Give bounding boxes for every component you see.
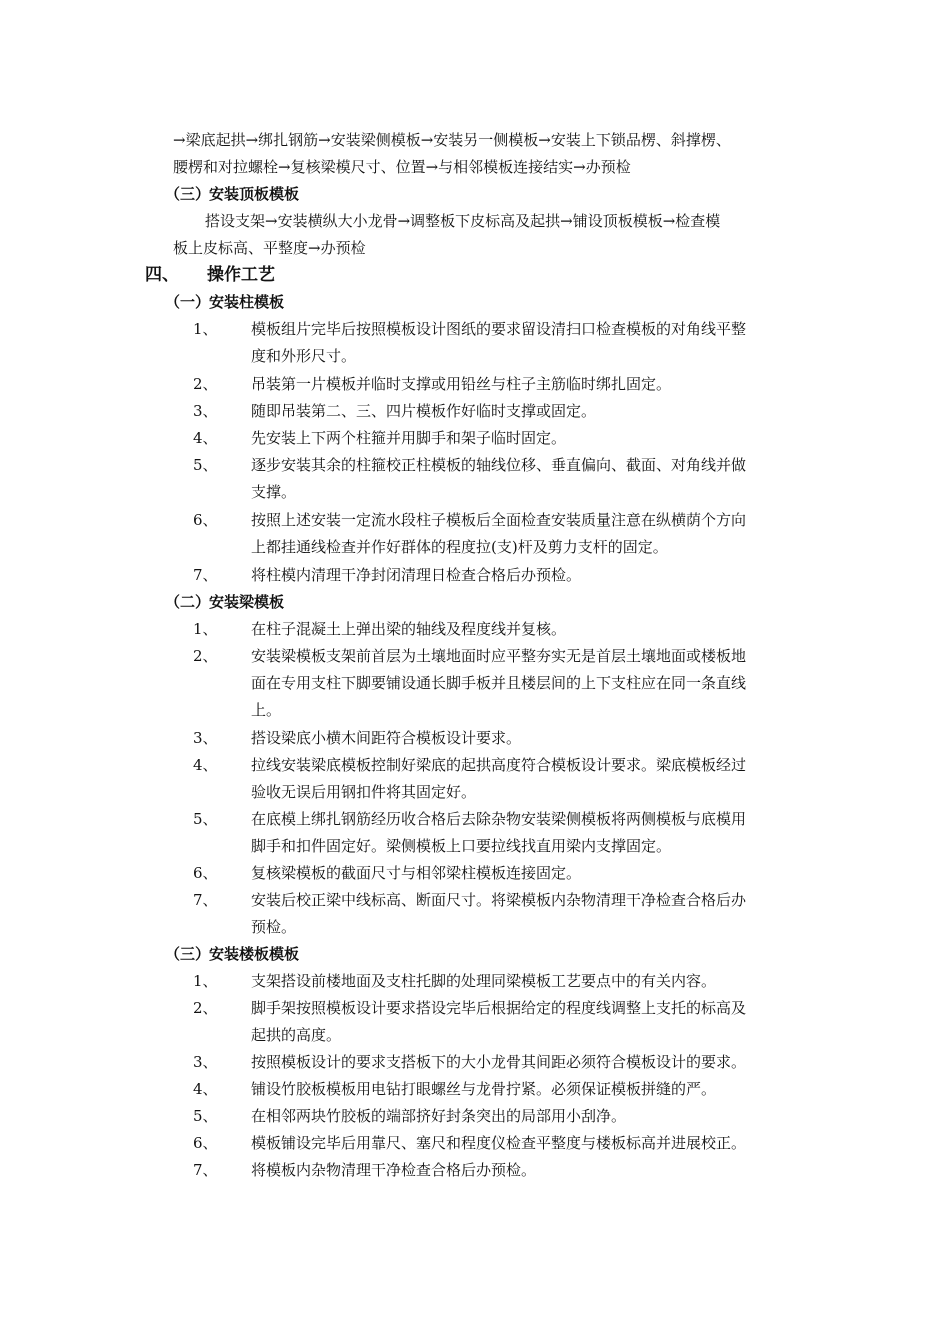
item-text: 在底模上绑扎钢筋经历收合格后去除杂物安装梁侧模板将两侧模板与底模用 <box>251 810 747 828</box>
item-text: 拉线安装梁底模板控制好梁底的起拱高度符合模板设计要求。梁底模板经过 <box>251 756 747 774</box>
item-number: 1、 <box>193 620 218 638</box>
item-text: 模板铺设完毕后用靠尺、塞尺和程度仪检查平整度与楼板标高并进展校正。 <box>251 1134 747 1152</box>
section-title: 安装顶板模板 <box>209 185 300 203</box>
item-number: 2、 <box>193 999 218 1017</box>
item-text: 将柱模内清理干净封闭清理日检查合格后办预检。 <box>251 566 582 584</box>
item-text: 安装后校正梁中线标高、断面尺寸。将梁模板内杂物清理干净检查合格后办 <box>251 891 747 909</box>
item-text-cont: 度和外形尺寸。 <box>251 347 357 365</box>
item-number: 7、 <box>193 566 218 584</box>
item-text-cont: 上。 <box>251 701 282 719</box>
subsection-title: 安装楼板模板 <box>209 945 300 963</box>
item-text: 模板组片完毕后按照模板设计图纸的要求留设清扫口检查模板的对角线平整 <box>251 320 747 338</box>
paragraph-line-2: 板上皮标高、平整度→办预检 <box>173 239 366 257</box>
subsection-number: （一） <box>165 293 211 311</box>
item-text-cont: 面在专用支柱下脚要铺设通长脚手板并且楼层间的上下支柱应在同一条直线 <box>251 674 747 692</box>
item-text: 逐步安装其余的柱箍校正柱模板的轴线位移、垂直偏向、截面、对角线并做 <box>251 456 747 474</box>
item-number: 2、 <box>193 375 218 393</box>
item-text: 安装梁模板支架前首层为土壤地面时应平整夯实无是首层土壤地面或楼板地 <box>251 647 747 665</box>
item-number: 3、 <box>193 402 218 420</box>
item-text: 按照模板设计的要求支搭板下的大小龙骨其间距必须符合模板设计的要求。 <box>251 1053 747 1071</box>
item-text: 搭设梁底小横木间距符合模板设计要求。 <box>251 729 522 747</box>
item-number: 5、 <box>193 1107 218 1125</box>
item-number: 1、 <box>193 972 218 990</box>
item-text-cont: 支撑。 <box>251 483 297 501</box>
item-text: 脚手架按照模板设计要求搭设完毕后根据给定的程度线调整上支托的标高及 <box>251 999 747 1017</box>
section-heading-install-ceiling-formwork <box>165 185 299 203</box>
intro-line-2: 腰楞和对拉螺栓→复核梁模尺寸、位置→与相邻模板连接结实→办预检 <box>173 158 631 176</box>
subsection-title: 安装柱模板 <box>209 293 285 311</box>
item-text: 铺设竹胶板模板用电钻打眼螺丝与龙骨拧紧。必须保证模板拼缝的严。 <box>251 1080 717 1098</box>
item-text: 支架搭设前楼地面及支柱托脚的处理同梁模板工艺要点中的有关内容。 <box>251 972 717 990</box>
item-text-cont: 起拱的高度。 <box>251 1026 342 1044</box>
intro-line-1: →梁底起拱→绑扎钢筋→安装梁侧模板→安装另一侧模板→安装上下锁品楞、斜撑楞、 <box>173 131 731 149</box>
item-text-cont: 上都挂通线检查并作好群体的程度拉(支)杆及剪力支杆的固定。 <box>251 538 668 556</box>
item-text-cont: 预检。 <box>251 918 297 936</box>
item-text: 按照上述安装一定流水段柱子模板后全面检查安装质量注意在纵横荫个方向 <box>251 511 747 529</box>
item-number: 3、 <box>193 1053 218 1071</box>
item-number: 7、 <box>193 891 218 909</box>
item-text: 复核梁模板的截面尺寸与相邻梁柱模板连接固定。 <box>251 864 582 882</box>
item-number: 1、 <box>193 320 218 338</box>
item-number: 3、 <box>193 729 218 747</box>
item-text-cont: 验收无误后用钢扣件将其固定好。 <box>251 783 477 801</box>
item-text: 在柱子混凝土上弹出梁的轴线及程度线并复核。 <box>251 620 567 638</box>
subsection-title: 安装梁模板 <box>209 593 285 611</box>
chapter-number: 四、 <box>145 265 179 285</box>
subsection-heading-column-formwork <box>165 293 284 311</box>
item-number: 4、 <box>193 1080 218 1098</box>
item-text: 先安装上下两个柱箍并用脚手和架子临时固定。 <box>251 429 567 447</box>
section-number: （三） <box>165 185 211 203</box>
subsection-number: （三） <box>165 945 211 963</box>
item-number: 6、 <box>193 511 218 529</box>
subsection-heading-beam-formwork <box>165 593 284 611</box>
item-number: 7、 <box>193 1161 218 1179</box>
item-number: 5、 <box>193 810 218 828</box>
item-number: 4、 <box>193 756 218 774</box>
chapter-title: 操作工艺 <box>207 265 275 285</box>
item-text: 吊装第一片模板并临时支撑或用铅丝与柱子主筋临时绑扎固定。 <box>251 375 672 393</box>
paragraph-line-1: 搭设支架→安装横纵大小龙骨→调整板下皮标高及起拱→铺设顶板模板→检查模 <box>205 212 721 230</box>
item-number: 6、 <box>193 864 218 882</box>
subsection-number: （二） <box>165 593 211 611</box>
item-text: 将模板内杂物清理干净检查合格后办预检。 <box>251 1161 537 1179</box>
item-number: 2、 <box>193 647 218 665</box>
item-number: 4、 <box>193 429 218 447</box>
item-number: 6、 <box>193 1134 218 1152</box>
item-text: 在相邻两块竹胶板的端部挤好封条突出的局部用小刮净。 <box>251 1107 627 1125</box>
subsection-heading-floor-formwork <box>165 945 299 963</box>
item-text: 随即吊装第二、三、四片模板作好临时支撑或固定。 <box>251 402 597 420</box>
chapter-heading <box>145 264 275 286</box>
item-text-cont: 脚手和扣件固定好。梁侧模板上口要拉线找直用梁内支撑固定。 <box>251 837 672 855</box>
item-number: 5、 <box>193 456 218 474</box>
